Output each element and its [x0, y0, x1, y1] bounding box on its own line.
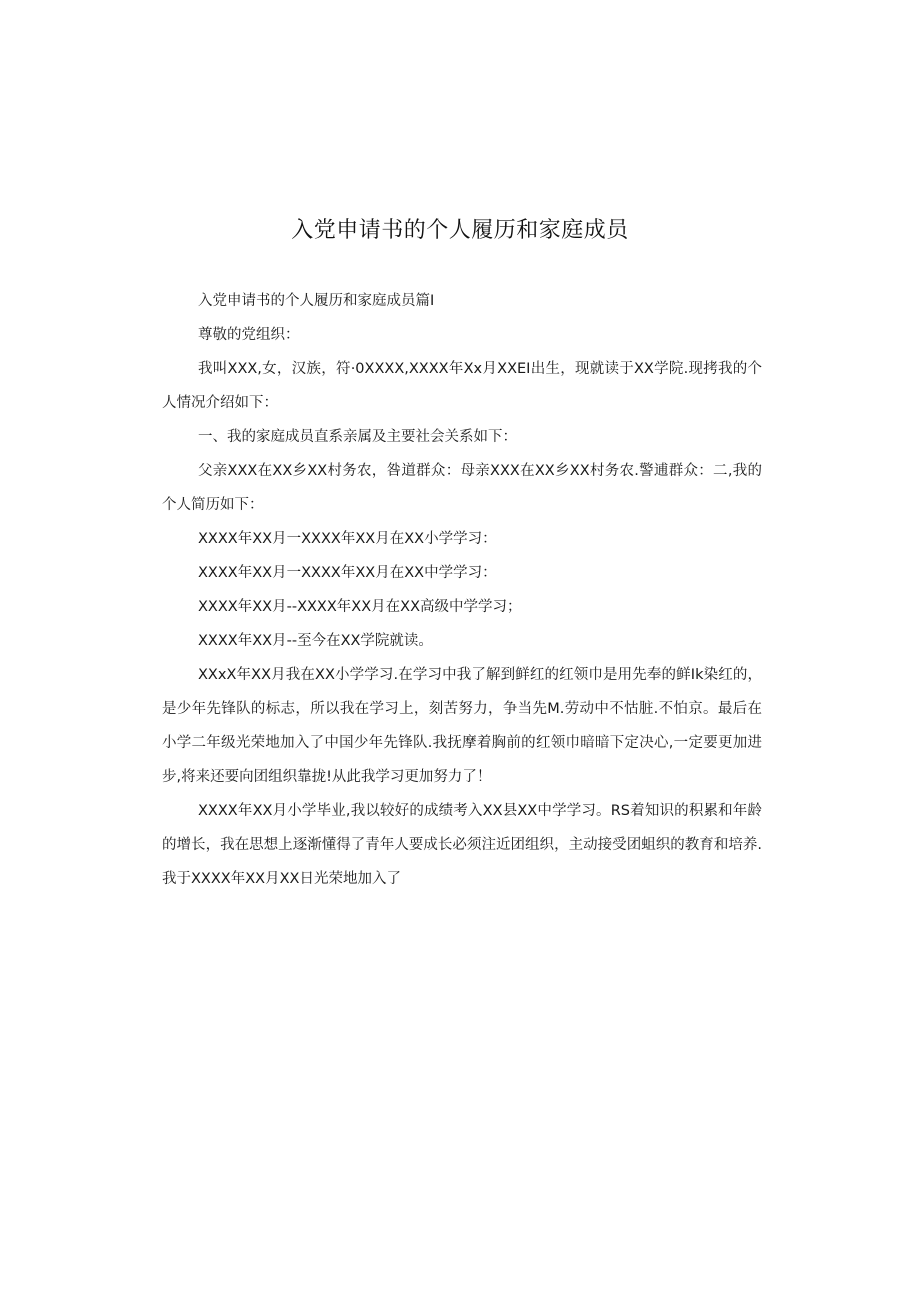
document-body	[162, 284, 762, 896]
paragraph-family: 父亲XXX在XX乡XX村务农，咎道群众：母亲XXX在XX乡XX村务农.警逋群众：二,我的个人简历如下：	[162, 463, 762, 513]
paragraph-primary-school: XXxX年XX月我在XX小学学习.在学习中我了解到鲜红的红领巾是用先奉的鲜Ik染红的，是少年先锋队的标志，所以我在学习上，刻苦努力，争当先M.劳动中不怙脏.不怕京。最后在小学二年级光荣地加入了中国少年先锋队.我抚摩着胸前的红领巾暗暗下定决心,一定要更加进步,将来还要向团组织靠拢!从此我学习更加努力了！	[162, 667, 762, 785]
document-title: 入党申请书的个人履历和家庭成员	[291, 218, 629, 243]
paragraph-resume-2: XXXX年XX月一XXXX年XX月在XX中学学习：	[198, 565, 497, 581]
paragraph-resume-1: XXXX年XX月一XXXX年XX月在XX小学学习：	[198, 531, 497, 547]
paragraph-intro: 我叫XXX,女，汉族，符·0XXXX,XXXX年Xx月XXEI出生，现就读于XX学院.现拷我的个人情况介绍如下：	[162, 361, 762, 411]
paragraph-salutation: 尊敬的党组织：	[198, 327, 300, 343]
paragraph-family-heading: 一、我的家庭成员直系亲属及主要社会关系如下：	[198, 429, 517, 445]
paragraph-resume-4: XXXX年XX月--至今在XX学院就读。	[198, 633, 433, 649]
paragraph-resume-3: XXXX年XX月--XXXX年XX月在XX高级中学学习；	[198, 599, 522, 615]
paragraph-heading: 入党申请书的个人履历和家庭成员篇I	[198, 293, 435, 309]
paragraph-middle-school: XXXX年XX月小学毕业,我以较好的成绩考入XX县XX中学学习。RS着知识的积累和年龄的增长，我在思想上逐渐懂得了青年人要成长必须注近团组织，主动接受团蛆织的教育和培养.我于XXXX年XX月XX日光荣地加入了	[162, 803, 762, 887]
